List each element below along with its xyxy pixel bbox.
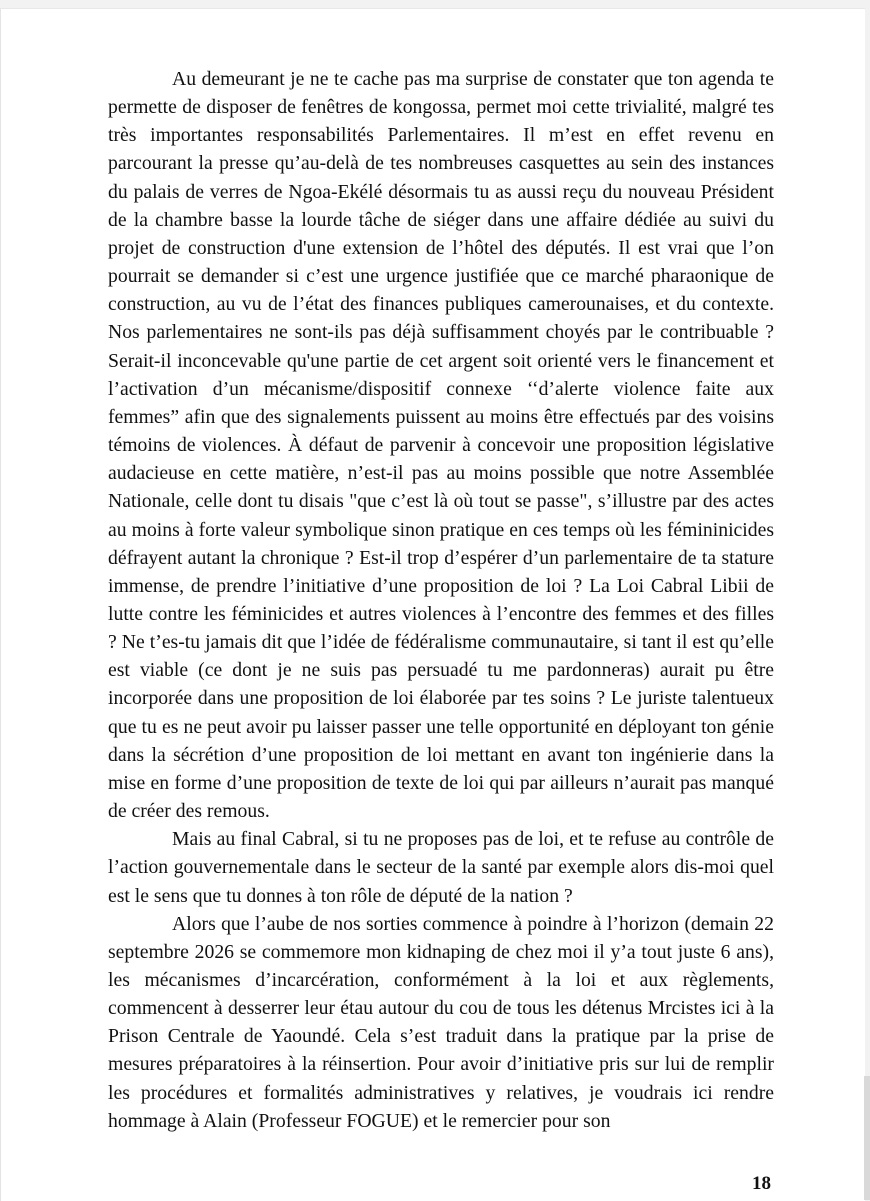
scrollbar-thumb[interactable] — [864, 1076, 870, 1200]
document-page — [0, 8, 865, 1201]
page-number: 18 — [752, 1173, 771, 1194]
paragraph-1: Au demeurant je ne te cache pas ma surprise de constater que ton agenda te permette de disposer de fenêtres de kongossa, permet moi cette trivialité, malgré tes très importantes responsabilités Parlementaires. Il m’est en effet revenu en parcourant la presse qu’au-delà de tes nombreuses casquettes au sein des instances du palais de verres de Ngoa-Ekélé désormais tu as aussi reçu du nouveau Président de la chambre basse la lourde tâche de siéger dans une affaire dédiée au suivi du projet de construction d'une extension de l’hôtel des députés. Il est vrai que l’on pourrait se demander si c’est une urgence justifiée que ce marché pharaonique de construction, au vu de l’état des finances publiques camerounaises, et du contexte. Nos parlementaires ne sont-ils pas déjà suffisamment choyés par le contribuable ? Serait-il inconcevable qu'une partie de cet argent soit orienté vers le financement et l’activation d’un mécanisme/dispositif connexe ‘‘d’alerte violence faite aux femmes” afin que des signalements puissent au moins être effectués par des voisins témoins de violences. À défaut de parvenir à concevoir une proposition législative audacieuse en cette matière, n’est-il pas au moins possible que notre Assemblée Nationale, celle dont tu disais "que c’est là où tout se passe", s’illustre par des actes au moins à forte valeur symbolique sinon pratique en ces temps où les fémininicides défrayent autant la chronique ? Est-il trop d’espérer d’un parlementaire de ta stature immense, de prendre l’initiative d’une proposition de loi ? La Loi Cabral Libii de lutte contre les féminicides et autres violences à l’encontre des femmes et des filles ? Ne t’es-tu jamais dit que l’idée de fédéralisme communautaire, si tant il est qu’elle est viable (ce dont je ne suis pas persuadé tu me pardonneras) aurait pu être incorporée dans une proposition de loi élaborée par tes soins ? Le juriste talentueux que tu es ne peut avoir pu laisser passer une telle opportunité en déployant ton génie dans la sécrétion d’une proposition de loi mettant en avant ton ingénierie dans la mise en forme d’une proposition de texte de loi qui par ailleurs n’aurait pas manqué de créer des remous. — [108, 68, 774, 823]
paragraph-3: Alors que l’aube de nos sorties commence à poindre à l’horizon (demain 22 septembre 2026 se commemore mon kidnaping de chez moi il y’a tout juste 6 ans), les mécanismes d’incarcération, conformément à la loi et aux règlements, commencent à desserrer leur étau autour du cou de tous les détenus Mrcistes ici à la Prison Centrale de Yaoundé. Cela s’est traduit dans la pratique par la prise de mesures préparatoires à la réinsertion. Pour avoir d’initiative pris sur lui de remplir les procédures et formalités administratives y relatives, je voudrais ici rendre hommage à Alain (Professeur FOGUE) et le remercier pour son — [108, 912, 774, 1132]
body-text — [108, 65, 774, 1135]
paragraph-2: Mais au final Cabral, si tu ne proposes pas de loi, et te refuse au contrôle de l’action gouvernementale dans le secteur de la santé par exemple alors dis-moi quel est le sens que tu donnes à ton rôle de député de la nation ? — [108, 828, 774, 907]
